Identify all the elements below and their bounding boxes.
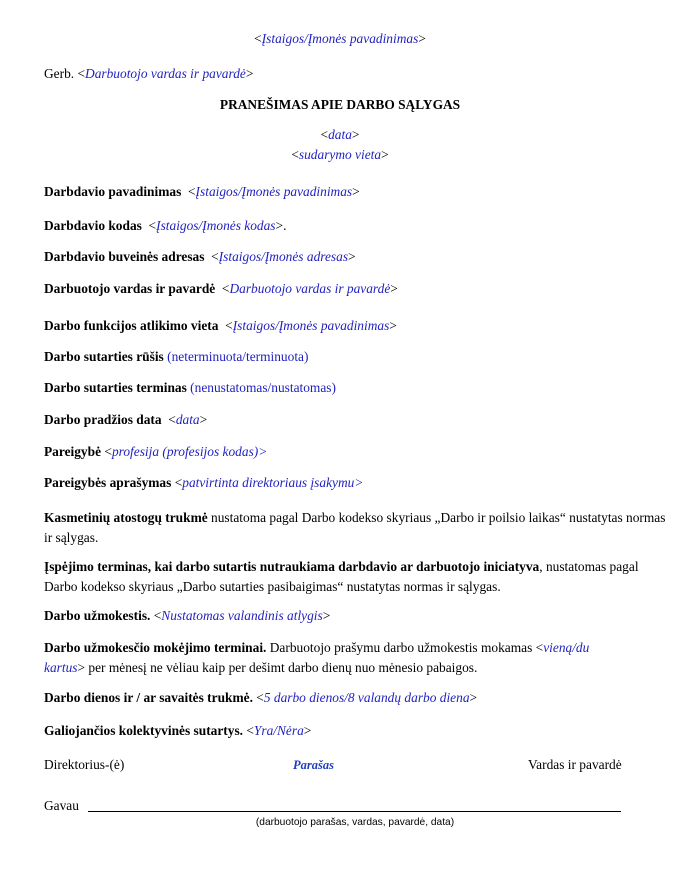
- work-duration-label: Darbo dienos ir / ar savaitės trukmė.: [44, 690, 253, 705]
- field-label: Darbuotojo vardas ir pavardė: [44, 281, 216, 296]
- director-label: Direktorius-(ė): [44, 757, 125, 772]
- salary-value: Nustatomas valandinis atlygis: [161, 608, 323, 623]
- collective-label: Galiojančios kolektyvinės sutartys.: [44, 723, 244, 738]
- field-value: Įstaigos/Įmonės pavadinimas: [195, 184, 353, 199]
- field-label: Darbo sutarties rūšis: [44, 349, 164, 364]
- greeting: Gerb. <Darbuotojo vardas ir pavardė>: [44, 66, 254, 81]
- field-start-date: Darbo pradžios data <data>: [44, 412, 208, 427]
- employee-name-placeholder: Darbuotojo vardas ir pavardė: [85, 66, 246, 81]
- pay-terms-value-cont: kartus: [44, 660, 78, 675]
- field-value: Įstaigos/Įmonės pavadinimas: [232, 318, 390, 333]
- field-label: Darbdavio buveinės adresas: [44, 249, 205, 264]
- signature-label: Parašas: [293, 758, 334, 772]
- field-employer-code: Darbdavio kodas <Įstaigos/Įmonės kodas>.: [44, 218, 287, 233]
- work-duration-line: Darbo dienos ir / ar savaitės trukmė. <5 darbo dienos/8 valandų darbo diena>: [44, 690, 478, 705]
- vacation-paragraph: [44, 508, 669, 548]
- vacation-text: nustatoma pagal Darbo kodekso skyriaus „Darbo ir poilsio laikas“ nustatytas normas ir sąlygas.: [44, 510, 666, 545]
- field-value: neterminuota/terminuota: [171, 349, 304, 364]
- field-label: Pareigybės aprašymas: [44, 475, 172, 490]
- field-value: profesija (profesijos kodas)>: [111, 444, 268, 459]
- date-placeholder: data: [328, 127, 352, 142]
- pay-terms-paragraph: Darbo užmokesčio mokėjimo terminai. Darbuotojo prašymu darbo užmokestis mokamas <vieną/du kartus> per mėnesį ne vėliau kaip per dešimt darbo dienų nuo mėnesio pabaigos.: [44, 640, 590, 675]
- field-position-description: Pareigybės aprašymas <patvirtinta direktoriaus įsakymu>: [44, 475, 364, 490]
- org-name-placeholder: Įstaigos/Įmonės pavadinimas: [261, 31, 419, 46]
- field-label: Darbdavio pavadinimas: [44, 184, 182, 199]
- salary-label: Darbo užmokestis.: [44, 608, 151, 623]
- place-placeholder: sudarymo vieta: [298, 147, 382, 162]
- field-employer-name: Darbdavio pavadinimas <Įstaigos/Įmonės pavadinimas>: [44, 184, 360, 199]
- organization-header: <Įstaigos/Įmonės pavadinimas>: [254, 31, 426, 46]
- field-contract-term: Darbo sutarties terminas (nenustatomas/nustatomas): [44, 380, 336, 395]
- work-duration-value: 5 darbo dienos/8 valandų darbo diena: [263, 690, 470, 705]
- notice-label: Įspėjimo terminas, kai darbo sutartis nutraukiama darbdavio ar darbuotojo iniciatyva: [44, 559, 540, 574]
- salary-line: Darbo užmokestis. <Nustatomas valandinis atlygis>: [44, 608, 331, 623]
- field-position: Pareigybė <profesija (profesijos kodas)>: [44, 444, 268, 459]
- field-label: Pareigybė: [44, 444, 102, 459]
- field-value: Įstaigos/Įmonės kodas: [156, 218, 276, 233]
- collective-value: Yra/Nėra: [253, 723, 304, 738]
- field-employee-name: Darbuotojo vardas ir pavardė <Darbuotojo vardas ir pavardė>: [44, 281, 398, 296]
- field-label: Darbo funkcijos atlikimo vieta: [44, 318, 219, 333]
- field-label: Darbo pradžios data: [44, 412, 162, 427]
- notice-text: , nustatomas pagal Darbo kodekso skyriaus „Darbo sutarties pasibaigimas“ nustatytas normas ir sąlygas.: [44, 559, 639, 594]
- pay-terms-label: Darbo užmokesčio mokėjimo terminai.: [44, 640, 267, 655]
- field-value: Darbuotojo vardas ir pavardė: [229, 281, 391, 296]
- field-work-place: Darbo funkcijos atlikimo vieta <Įstaigos/Įmonės pavadinimas>: [44, 318, 397, 333]
- received-caption: (darbuotojo parašas, vardas, pavardė, data): [255, 817, 455, 828]
- field-value: data: [175, 412, 200, 427]
- field-employer-address: Darbdavio buveinės adresas <Įstaigos/Įmonės adresas>: [44, 249, 356, 264]
- received-signature-line: [88, 811, 621, 812]
- document-title: PRANEŠIMAS APIE DARBO SĄLYGAS: [219, 97, 461, 112]
- received-label: Gavau: [44, 798, 79, 813]
- pay-terms-value: vieną/du: [543, 640, 590, 655]
- collective-agreements-line: Galiojančios kolektyvinės sutartys. <Yra/Nėra>: [44, 723, 312, 738]
- field-label: Darbdavio kodas: [44, 218, 142, 233]
- greeting-prefix: Gerb.: [44, 66, 75, 81]
- field-contract-type: Darbo sutarties rūšis (neterminuota/terminuota): [44, 349, 309, 364]
- notice-paragraph: [44, 557, 669, 597]
- vacation-label: Kasmetinių atostogų trukmė: [44, 510, 208, 525]
- place-line: <sudarymo vieta>: [291, 147, 389, 162]
- field-value: patvirtinta direktoriaus įsakymu>: [182, 475, 364, 490]
- field-label: Darbo sutarties terminas: [44, 380, 187, 395]
- field-value: nenustatomas/nustatomas: [194, 380, 332, 395]
- name-surname-label: Vardas ir pavardė: [528, 757, 622, 772]
- date-line: <data>: [320, 127, 360, 142]
- field-value: Įstaigos/Įmonės adresas: [218, 249, 349, 264]
